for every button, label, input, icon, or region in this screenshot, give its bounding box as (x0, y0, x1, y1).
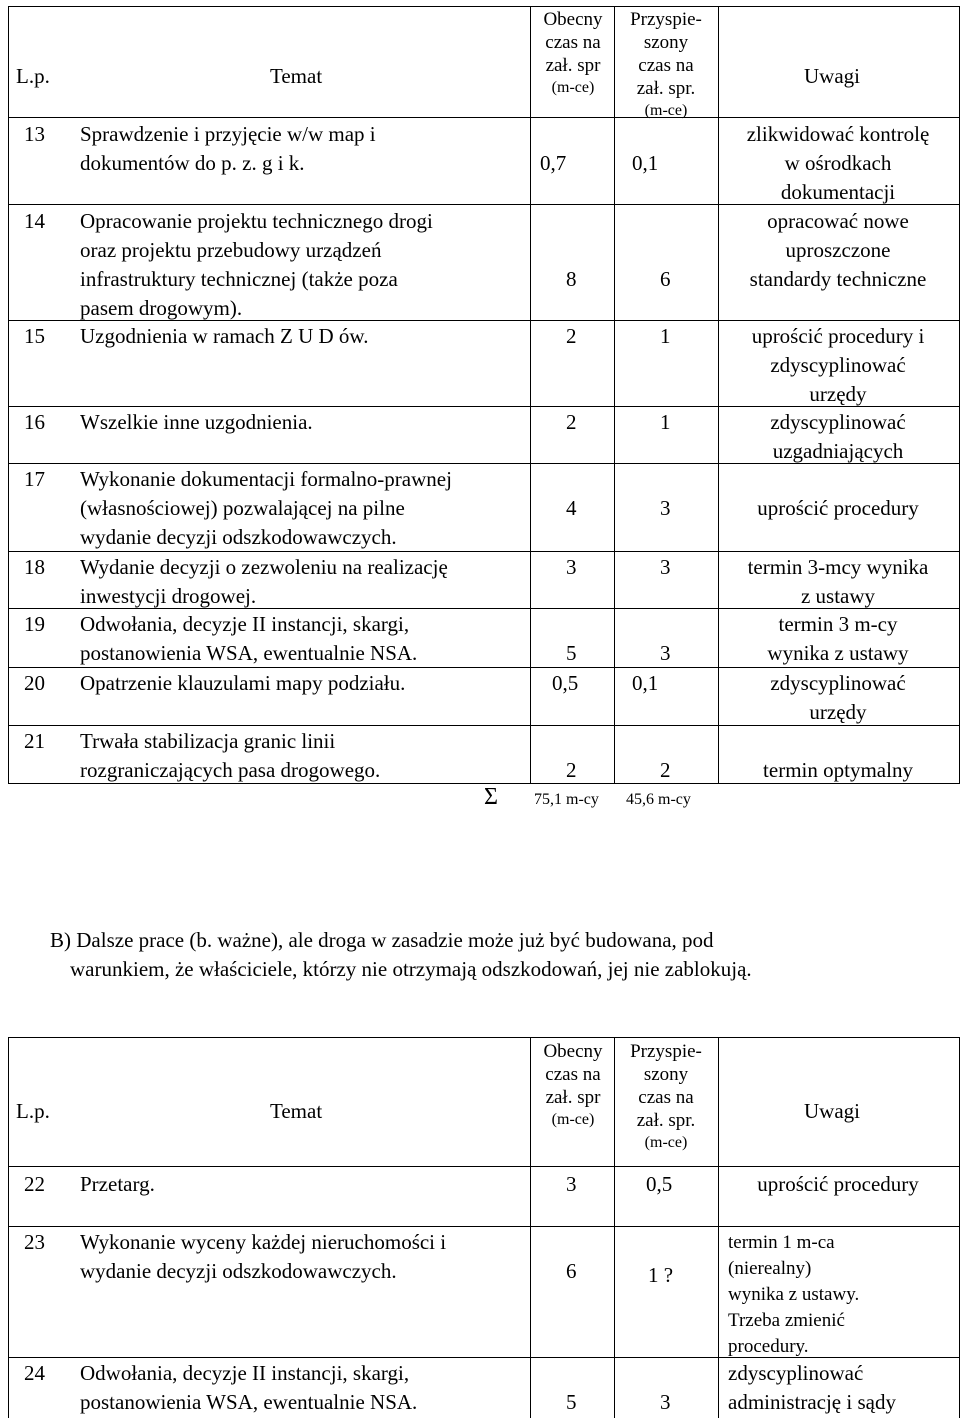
header-przyspieszony: Przyspie- szony czas na zał. spr. (m-ce) (630, 1041, 702, 1151)
sum-symbol: Σ (484, 784, 498, 810)
row-obecny: 0,5 (552, 671, 579, 695)
header-lp: L.p. (16, 64, 50, 88)
sum-obecny: 75,1 m-cy (534, 791, 599, 808)
header-obecny: Obecny czas na zał. spr (m-ce) (543, 9, 603, 96)
row-uwagi: uprościć procedury i zdyscyplinować urzędy (751, 324, 925, 406)
row-temat: Przetarg. (80, 1172, 155, 1196)
row-lp: 14 (24, 209, 45, 233)
table-border-top (8, 6, 960, 7)
row-przyspieszony: 1 (660, 324, 671, 348)
row-lp: 18 (24, 555, 45, 579)
col-divider (530, 1037, 531, 1418)
row-temat: Wydanie decyzji o zezwoleniu na realizację inwestycji drogowej. (80, 555, 448, 608)
row-uwagi: zdyscyplinować uzgadniających (770, 410, 906, 463)
row-temat: Opracowanie projektu technicznego drogi oraz projektu przebudowy urządzeń infrastruktury technicznej (także poza pasem drogowym). (80, 209, 433, 320)
row-temat: Wykonanie dokumentacji formalno-prawnej (własnościowej) pozwalającej na pilne wydanie decyzji odszkodowawczych. (80, 467, 452, 549)
row-lp: 23 (24, 1230, 45, 1254)
row-obecny: 2 (566, 410, 577, 434)
row-uwagi: opracować nowe uproszczone standardy techniczne (749, 209, 927, 291)
row-przyspieszony: 2 (660, 758, 671, 782)
row-obecny: 3 (566, 555, 577, 579)
col-divider (614, 1037, 615, 1418)
row-temat: Trwała stabilizacja granic linii rozgraniczających pasa drogowego. (80, 729, 381, 782)
section-b-line: B) Dalsze prace (b. ważne), ale droga w zasadzie może już być budowana, pod (50, 928, 714, 952)
header-temat: Temat (270, 64, 323, 88)
row-uwagi: uprościć procedury (757, 1172, 919, 1196)
row-przyspieszony: 3 (660, 641, 671, 665)
header-uwagi: Uwagi (804, 1099, 860, 1123)
section-b-line: warunkiem, że właściciele, którzy nie otrzymają odszkodowań, jej nie zablokują. (70, 957, 752, 981)
row-przyspieszony: 3 (660, 496, 671, 520)
row-obecny: 3 (566, 1172, 577, 1196)
col-divider (718, 6, 719, 783)
row-lp: 17 (24, 467, 45, 491)
row-obecny: 2 (566, 324, 577, 348)
row-obecny: 2 (566, 758, 577, 782)
col-divider (8, 6, 9, 783)
row-temat: Odwołania, decyzje II instancji, skargi, postanowienia WSA, ewentualnie NSA. (80, 1361, 418, 1414)
row-uwagi: zdyscyplinować administrację i sądy (728, 1361, 896, 1414)
row-temat: Odwołania, decyzje II instancji, skargi, postanowienia WSA, ewentualnie NSA. (80, 612, 418, 665)
row-obecny: 8 (566, 267, 577, 291)
row-temat: Wszelkie inne uzgodnienia. (80, 410, 313, 434)
row-przyspieszony: 6 (660, 267, 671, 291)
header-przyspieszony: Przyspie- szony czas na zał. spr. (m-ce) (630, 9, 702, 119)
row-uwagi: termin optymalny (763, 758, 913, 782)
row-obecny: 0,7 (540, 151, 567, 175)
row-uwagi: termin 1 m-ca (nierealny) wynika z ustawy. Trzeba zmienić procedury. (728, 1232, 860, 1357)
header-lp: L.p. (16, 1099, 50, 1123)
sum-przyspieszony: 45,6 m-cy (626, 791, 691, 808)
header-temat: Temat (270, 1099, 323, 1123)
row-lp: 16 (24, 410, 45, 434)
row-przyspieszony: 1 ? (648, 1263, 674, 1287)
row-uwagi: termin 3 m-cy wynika z ustawy (767, 612, 909, 665)
row-przyspieszony: 0,1 (632, 151, 659, 175)
row-obecny: 5 (566, 641, 577, 665)
row-temat: Wykonanie wyceny każdej nieruchomości i wydanie decyzji odszkodowawczych. (80, 1230, 447, 1283)
row-przyspieszony: 1 (660, 410, 671, 434)
row-uwagi: zlikwidować kontrolę w ośrodkach dokumentacji (746, 122, 930, 204)
table-header-divider (8, 117, 960, 118)
row-przyspieszony: 3 (660, 555, 671, 579)
col-divider (530, 6, 531, 783)
row-lp: 19 (24, 612, 45, 636)
row-uwagi: uprościć procedury (757, 496, 919, 520)
row-obecny: 4 (566, 496, 577, 520)
row-temat: Opatrzenie klauzulami mapy podziału. (80, 671, 406, 695)
row-lp: 15 (24, 324, 45, 348)
table-border-top (8, 1037, 960, 1038)
table-header-divider (8, 1166, 960, 1167)
row-przyspieszony: 0,5 (646, 1172, 673, 1196)
row-lp: 22 (24, 1172, 45, 1196)
row-lp: 13 (24, 122, 45, 146)
col-divider (718, 1037, 719, 1418)
row-obecny: 6 (566, 1259, 577, 1283)
row-divider (8, 1226, 960, 1227)
row-temat: Uzgodnienia w ramach Z U D ów. (80, 324, 369, 348)
row-uwagi: termin 3-mcy wynika z ustawy (747, 555, 929, 608)
row-przyspieszony: 3 (660, 1390, 671, 1414)
header-obecny: Obecny czas na zał. spr (m-ce) (543, 1041, 603, 1128)
row-lp: 20 (24, 671, 45, 695)
row-uwagi: zdyscyplinować urzędy (770, 671, 906, 724)
row-lp: 21 (24, 729, 45, 753)
col-divider (8, 1037, 9, 1418)
row-lp: 24 (24, 1361, 45, 1385)
row-przyspieszony: 0,1 (632, 671, 659, 695)
header-uwagi: Uwagi (804, 64, 860, 88)
col-divider (614, 6, 615, 783)
row-obecny: 5 (566, 1390, 577, 1414)
row-temat: Sprawdzenie i przyjęcie w/w map i dokumentów do p. z. g i k. (80, 122, 376, 175)
